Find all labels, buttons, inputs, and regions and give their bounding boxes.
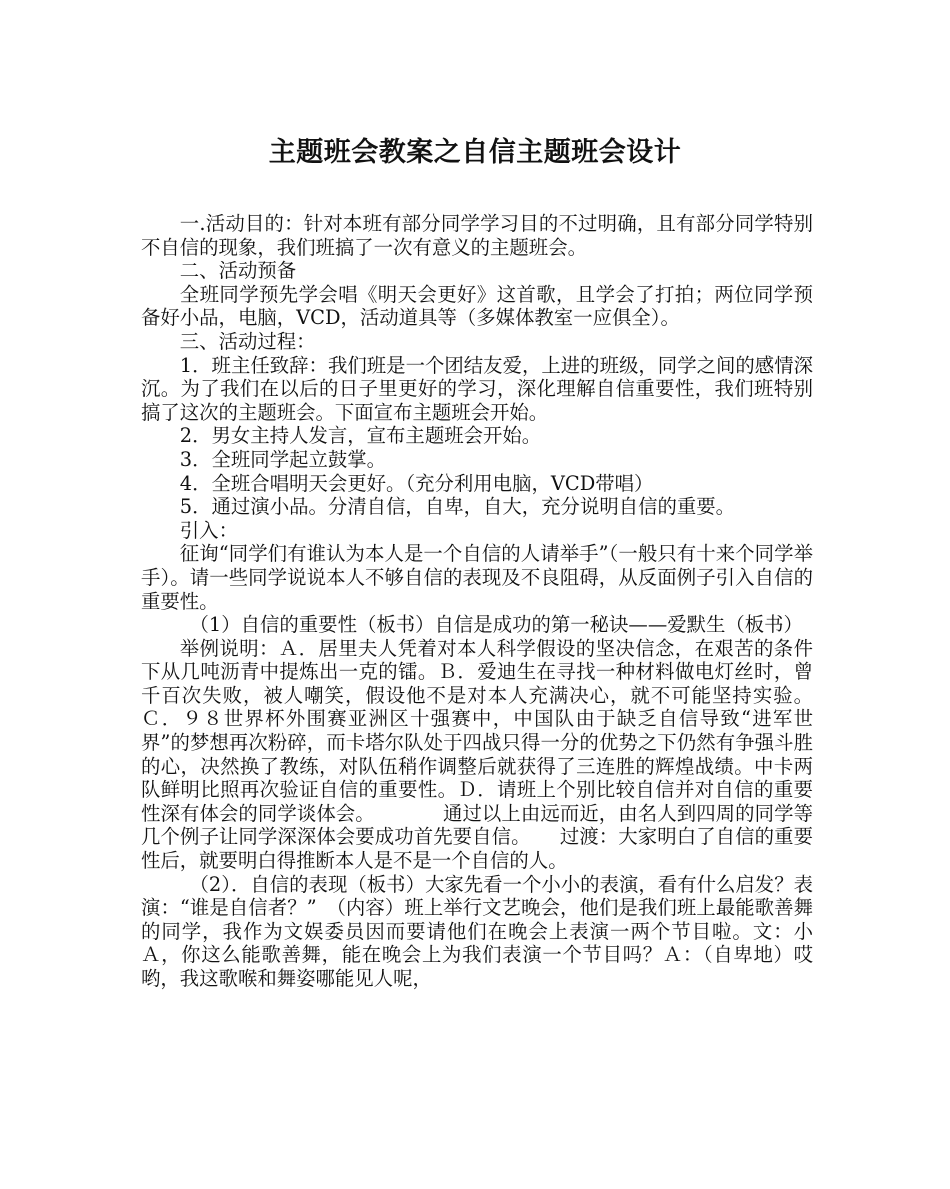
paragraph-purpose: 一.活动目的：针对本班有部分同学学习目的不过明确，且有部分同学特别不自信的现象，我们班搞了一次有意义的主题班会。 [141, 212, 813, 259]
paragraph-intro-heading: 引入： [179, 518, 238, 542]
paragraph-preparation: 全班同学预先学会唱《明天会更好》这首歌，且学会了打拍；两位同学预备好小品，电脑，VCD，活动道具等（多媒体教室一应俱全）。 [141, 282, 813, 330]
paragraph-performance: （2）．自信的表现（板书）大家先看一个小小的表演，看有什么启发？表演：“谁是自信者？” （内容）班上举行文艺晚会，他们是我们班上最能歌善舞的同学，我作为文娱委员因而要请他们在晚会上表演一两个节目啦。文：小Ａ，你这么能歌善舞，能在晚会上为我们表演一个节目吗？Ａ：（自卑地）哎哟，我这歌喉和舞姿哪能见人呢， [141, 872, 813, 990]
paragraph-intro: 征询“同学们有谁认为本人是一个自信的人请举手”（一般只有十来个同学举手）。请一些同学说说本人不够自信的表现及不良阻碍，从反面例子引入自信的重要性。 [141, 542, 813, 613]
document-body [141, 212, 813, 991]
paragraph-step-3: 3．全班同学起立鼓掌。 [179, 447, 387, 471]
paragraph-importance: （1）自信的重要性（板书）自信是成功的第一秘诀——爱默生（板书） [189, 613, 803, 637]
paragraph-step-2: 2．男女主持人发言，宣布主题班会开始。 [179, 424, 542, 448]
paragraph-examples: 举例说明：Ａ．居里夫人凭着对本人科学假设的坚决信念，在艰苦的条件下从几吨沥青中提炼出一克的镭。Ｂ．爱迪生在寻找一种材料做电灯丝时，曾千百次失败，被人嘲笑，假设他不是对本人充满决心，就不可能坚持实验。Ｃ．９８世界杯外围赛亚洲区十强赛中，中国队由于缺乏自信导致“进军世界”的梦想再次粉碎，而卡塔尔队处于四战只得一分的优势之下仍然有争强斗胜的心，决然换了教练，对队伍稍作调整后就获得了三连胜的辉煌战绩。中卡两队鲜明比照再次验证自信的重要性。Ｄ．请班上个别比较自信并对自信的重要性深有体会的同学谈体会。 通过以上由远而近，由名人到四周的同学等几个例子让同学深深体会要成功首先要自信。 过渡：大家明白了自信的重要性后，就要明白得推断本人是不是一个自信的人。 [141, 636, 813, 873]
paragraph-step-1: 1．班主任致辞：我们班是一个团结友爱，上进的班级，同学之间的感情深沉。为了我们在以后的日子里更好的学习，深化理解自信重要性，我们班特别搞了这次的主题班会。下面宣布主题班会开始。 [141, 353, 813, 424]
paragraph-step-5: 5．通过演小品。分清自信，自卑，自大，充分说明自信的重要。 [179, 495, 736, 519]
document-title: 主题班会教案之自信主题班会设计 [268, 137, 682, 168]
paragraph-process-heading: 三、活动过程： [179, 329, 316, 353]
paragraph-preparation-heading: 二、活动预备 [179, 259, 297, 283]
paragraph-step-4: 4．全班合唱明天会更好。（充分利用电脑，VCD带唱） [179, 471, 654, 495]
